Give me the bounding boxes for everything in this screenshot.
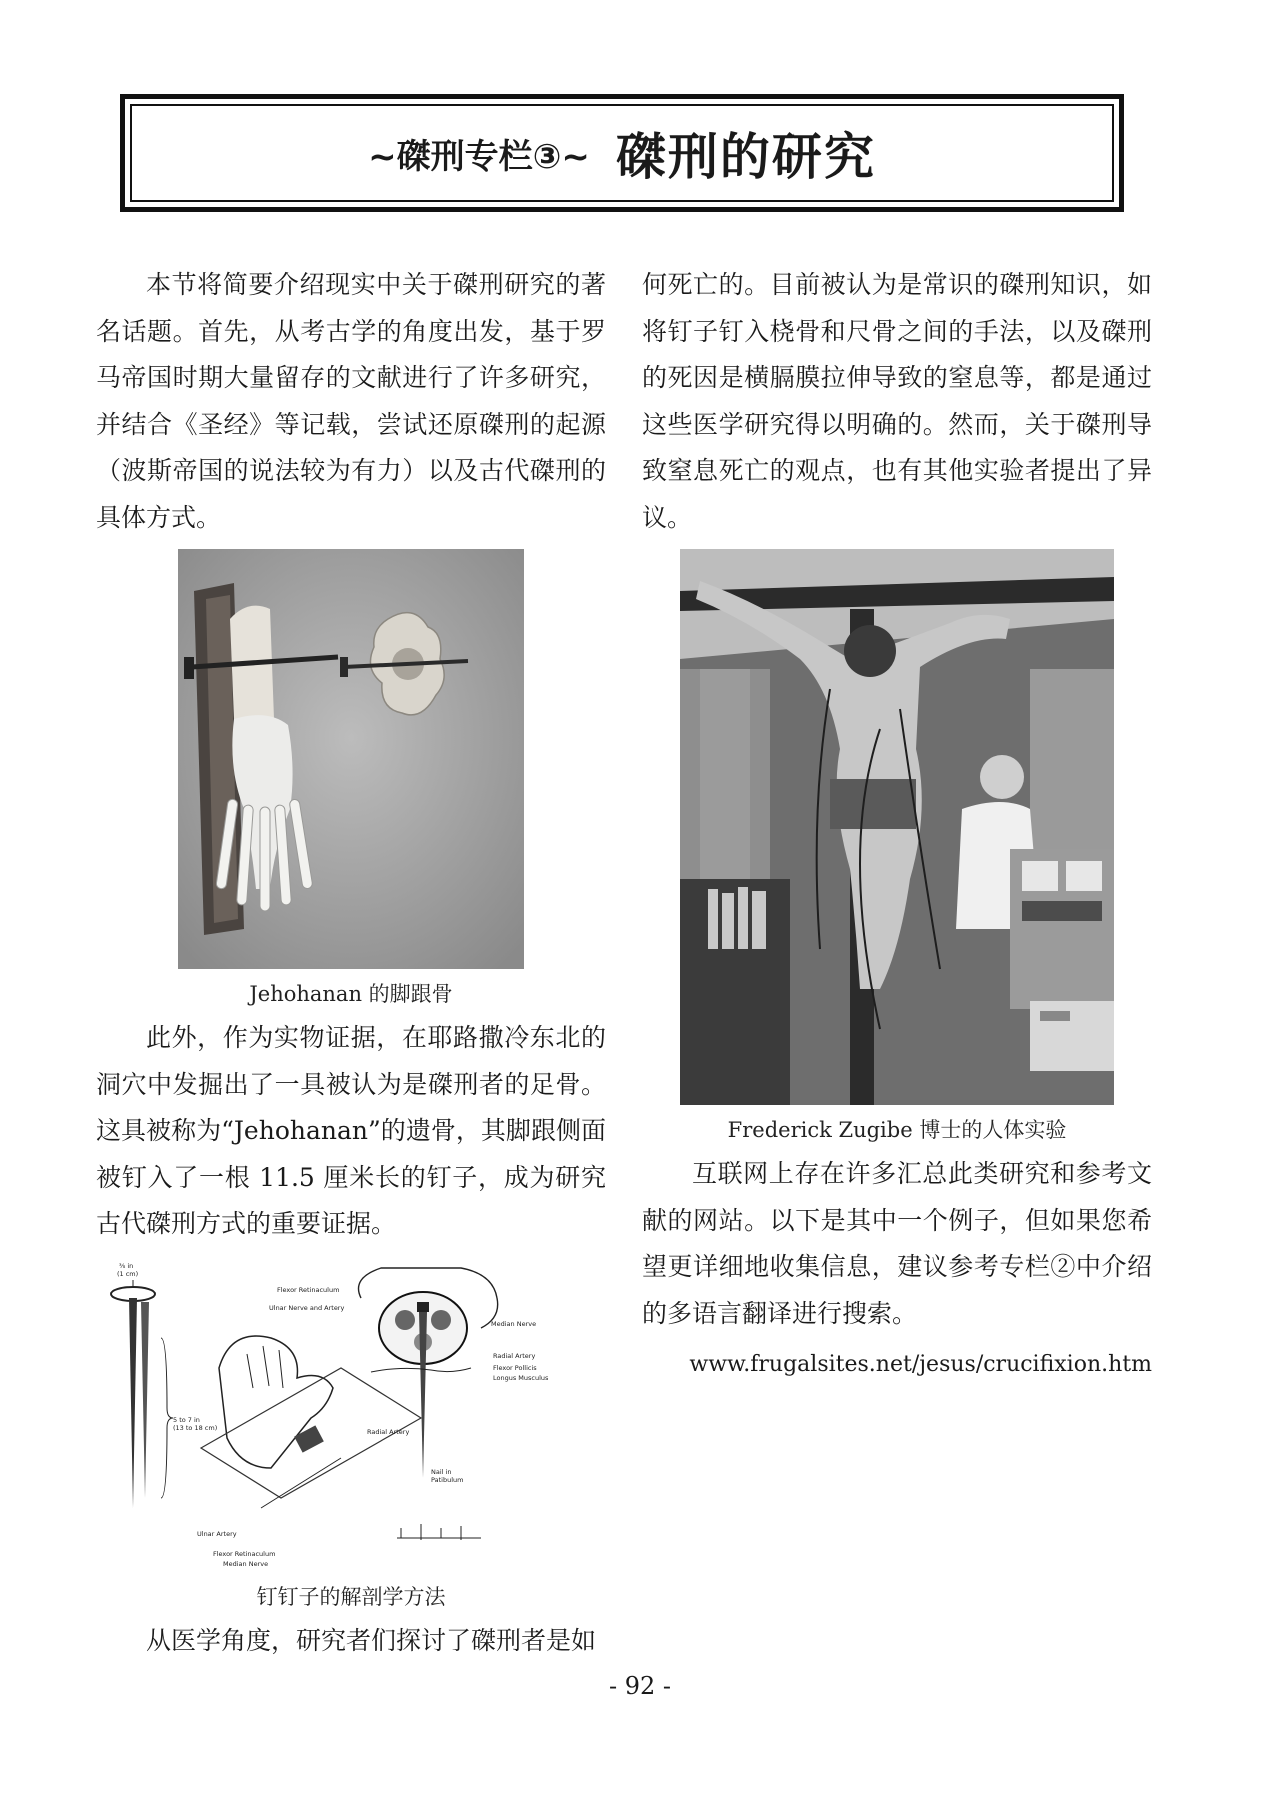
- medical-paragraph-continued: 何死亡的。目前被认为是常识的磔刑知识，如将钉子钉入桡骨和尺骨之间的手法，以及磔刑的死因是横膈膜拉伸导致的窒息等，都是通过这些医学研究得以明确的。然而，关于磔刑导致窒息死亡的观点，也有其他实验者提出了异议。: [642, 270, 1152, 532]
- anatomy-diagram: [101, 1258, 601, 1570]
- label-median-nerve-top: Median Nerve: [491, 1319, 537, 1328]
- label-patibulum: Patibulum: [431, 1475, 464, 1484]
- heel-bone-caption: Jehohanan 的脚跟骨: [249, 982, 453, 1006]
- label-radial-artery-right: Radial Artery: [493, 1351, 536, 1360]
- label-radial-artery-mid: Radial Artery: [367, 1427, 410, 1436]
- label-median-nerve-bottom: Median Nerve: [223, 1559, 269, 1568]
- zugibe-experiment-photo: [680, 549, 1114, 1105]
- zugibe-experiment-caption: Frederick Zugibe 博士的人体实验: [727, 1118, 1067, 1142]
- zugibe-experiment-figure: [680, 549, 1114, 1145]
- scale-label: ⅜ in: [119, 1261, 134, 1270]
- anatomy-diagram-figure: [101, 1258, 601, 1612]
- left-column: [96, 262, 606, 1664]
- anatomy-diagram-caption: 钉钉子的解剖学方法: [256, 1584, 446, 1609]
- column-series-label: ~磔刑专栏③~: [368, 136, 590, 177]
- heel-bone-figure: [178, 549, 524, 1009]
- title-inner-frame: [130, 104, 1114, 202]
- label-flexor-pollicis: Flexor Pollicis: [493, 1363, 537, 1372]
- page-title: 磔刑的研究: [615, 128, 876, 186]
- label-ulnar-artery: Ulnar Artery: [197, 1529, 237, 1538]
- heel-bone-photo: [178, 549, 524, 969]
- label-ulnar-nerve-artery: Ulnar Nerve and Artery: [269, 1303, 345, 1312]
- label-nail-in: Nail in: [431, 1467, 452, 1476]
- scale-cm-label: (1 cm): [117, 1269, 139, 1278]
- reference-url: www.frugalsites.net/jesus/crucifixion.htm: [689, 1352, 1152, 1377]
- page-number: - 92 -: [608, 1672, 671, 1700]
- label-longus-musculus: Longus Musculus: [493, 1373, 549, 1382]
- title-frame: [120, 94, 1124, 212]
- nail-length-label: 5 to 7 in: [173, 1415, 200, 1424]
- heel-bone-paragraph: 此外，作为实物证据，在耶路撒冷东北的洞穴中发掘出了一具被认为是磔刑者的足骨。这具被称为“Jehohanan”的遗骨，其脚跟侧面被钉入了一根 11.5 厘米长的钉子，成为研究古代磔刑方式的重要证据。: [96, 1023, 606, 1238]
- intro-paragraph: 本节将简要介绍现实中关于磔刑研究的著名话题。首先，从考古学的角度出发，基于罗马帝国时期大量留存的文献进行了许多研究，并结合《圣经》等记载，尝试还原磔刑的起源（波斯帝国的说法较为有力）以及古代磔刑的具体方式。: [96, 270, 606, 532]
- medical-paragraph-start: 从医学角度，研究者们探讨了磔刑者是如: [146, 1625, 597, 1655]
- label-flexor-retinaculum-bottom: Flexor Retinaculum: [213, 1549, 276, 1558]
- nail-length-cm-label: (13 to 18 cm): [173, 1423, 218, 1432]
- label-flexor-retinaculum-top: Flexor Retinaculum: [277, 1285, 340, 1294]
- internet-resources-paragraph: 互联网上存在许多汇总此类研究和参考文献的网站。以下是其中一个例子，但如果您希望更详细地收集信息，建议参考专栏②中介绍的多语言翻译进行搜索。: [642, 1159, 1152, 1328]
- right-column: [642, 262, 1152, 1385]
